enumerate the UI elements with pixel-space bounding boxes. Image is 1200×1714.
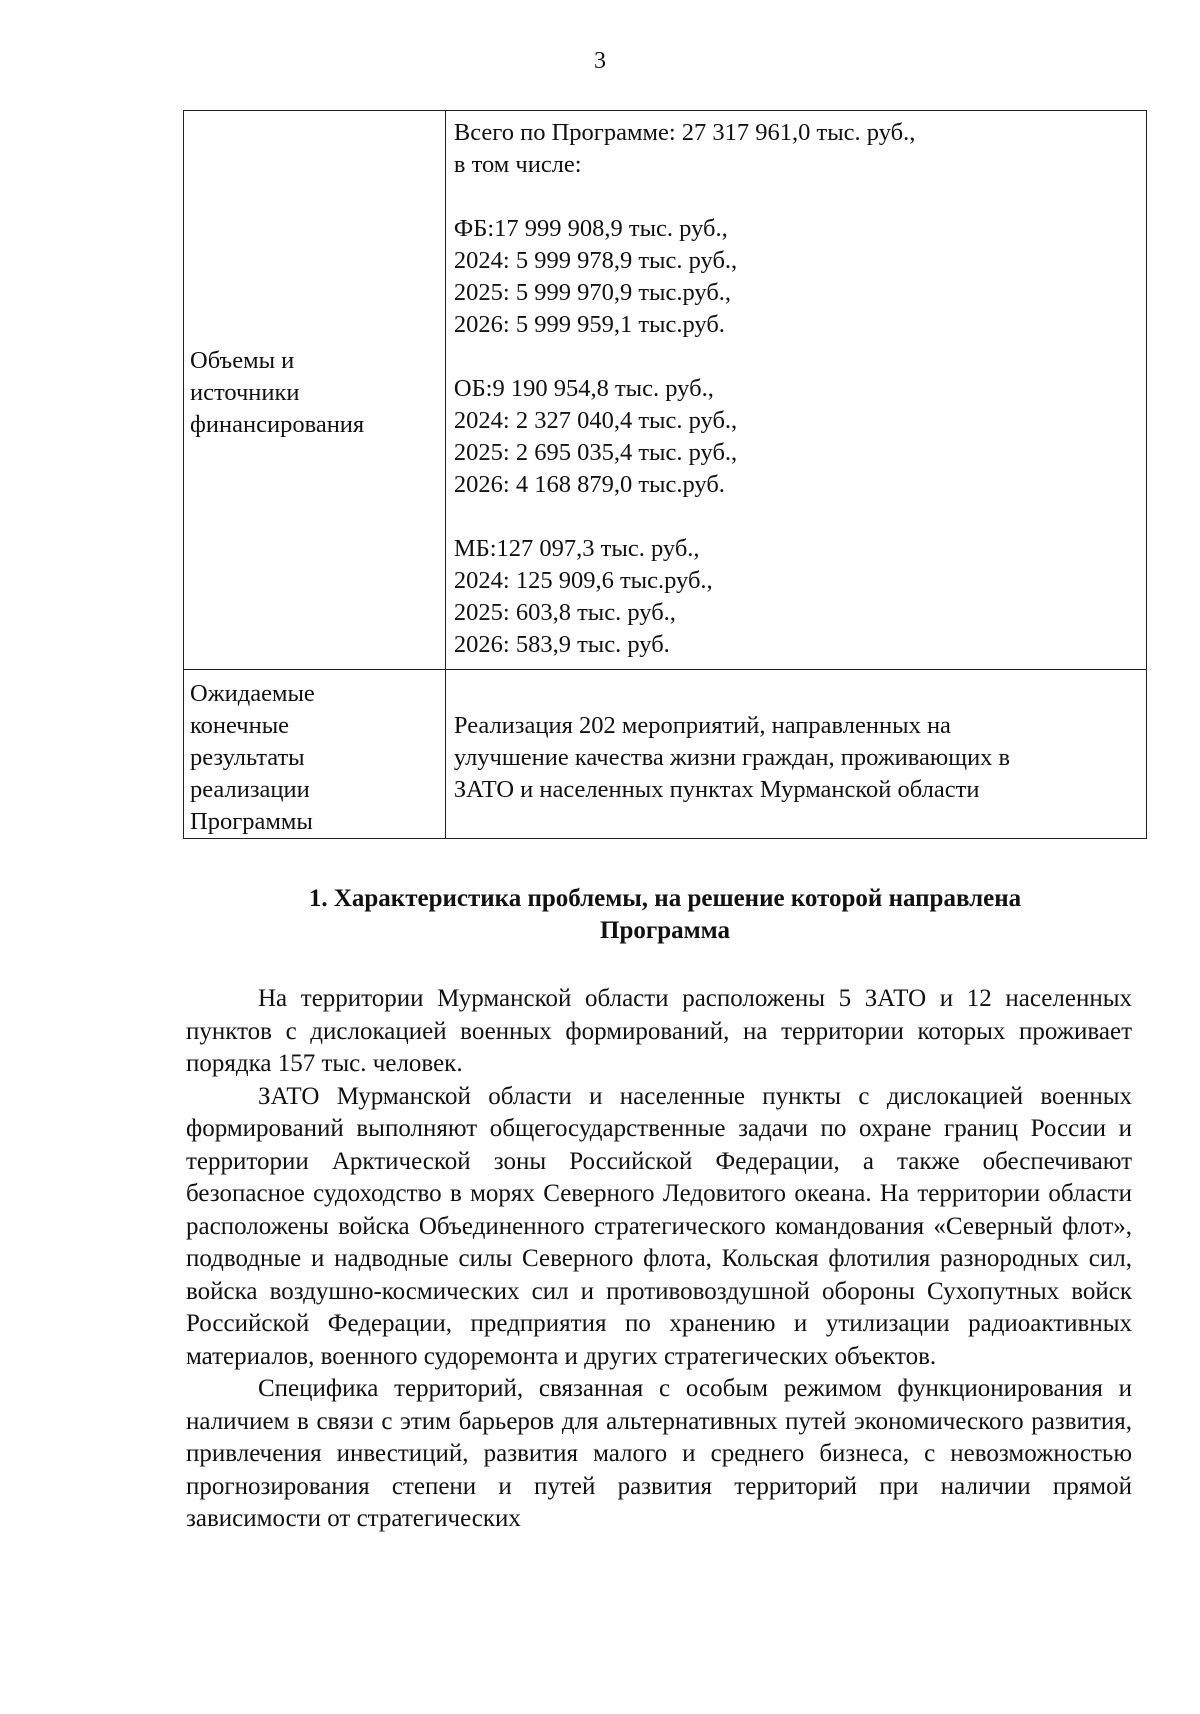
results-label-line: результаты xyxy=(190,744,305,771)
results-label-line: Программы xyxy=(190,808,313,835)
results-value-cell xyxy=(445,670,1146,839)
regional-budget-2024: 2024: 2 327 040,4 тыс. руб., xyxy=(453,407,738,434)
results-value-line: Реализация 202 мероприятий, направленных на xyxy=(453,712,951,739)
federal-budget-2024: 2024: 5 999 978,9 тыс. руб., xyxy=(453,247,738,274)
financing-total-line: Всего по Программе: 27 317 961,0 тыс. руб., xyxy=(453,119,916,146)
section-title-line: Программа xyxy=(600,917,730,944)
results-row xyxy=(184,670,1147,839)
results-label-line: Ожидаемые xyxy=(190,680,315,707)
results-value-line: улучшение качества жизни граждан, проживающих в xyxy=(453,744,1011,771)
results-label-line: реализации xyxy=(190,776,310,803)
financing-value-cell xyxy=(445,111,1146,670)
federal-budget-2025: 2025: 5 999 970,9 тыс.руб., xyxy=(453,279,732,306)
local-budget-2026: 2026: 583,9 тыс. руб. xyxy=(453,631,670,658)
local-budget-2025: 2025: 603,8 тыс. руб., xyxy=(453,599,676,626)
financing-row xyxy=(184,111,1147,670)
section-body xyxy=(186,983,1132,1536)
body-paragraph: ЗАТО Мурманской области и населенные пункты с дислокацией военных формирований выполняют общегосударственные задачи по охране границ России и территории Арктической зоны Российской Федерации, а также обеспечивают безопасное судоходство в морях Северного Ледовитого океана. На территории области расположены войска Объединенного стратегического командования «Северный флот», подводные и надводные силы Северного флота, Кольская флотилия разнородных сил, войска воздушно-космических сил и противовоздушной обороны Сухопутных войск Российской Федерации, предприятия по хранению и утилизации радиоактивных материалов, военного судоремонта и других стратегических объектов. xyxy=(186,1082,1132,1370)
local-budget-total: МБ:127 097,3 тыс. руб., xyxy=(453,535,700,562)
results-label-cell xyxy=(184,670,446,839)
financing-label-line: Объемы и xyxy=(190,347,295,374)
results-value-line: ЗАТО и населенных пунктах Мурманской области xyxy=(453,776,980,803)
regional-budget-total: ОБ:9 190 954,8 тыс. руб., xyxy=(453,375,714,402)
financing-label-cell xyxy=(184,111,446,670)
section-title-line: 1. Характеристика проблемы, на решение которой направлена xyxy=(308,885,1022,912)
financing-label-line: финансирования xyxy=(190,411,365,438)
results-label-line: конечные xyxy=(190,712,290,739)
regional-budget-2025: 2025: 2 695 035,4 тыс. руб., xyxy=(453,439,738,466)
federal-budget-total: ФБ:17 999 908,9 тыс. руб., xyxy=(453,215,728,242)
section-title xyxy=(183,883,1147,947)
federal-budget-2026: 2026: 5 999 959,1 тыс.руб. xyxy=(453,311,725,338)
body-paragraph: На территории Мурманской области расположены 5 ЗАТО и 12 населенных пунктов с дислокацией военных формирований, на территории которых проживает порядка 157 тыс. человек. xyxy=(186,985,1132,1077)
body-paragraph: Специфика территорий, связанная с особым режимом функционирования и наличием в связи с этим барьеров для альтернативных путей экономического развития, привлечения инвестиций, развития малого и среднего бизнеса, с невозможностью прогнозирования степени и путей развития территорий при наличии прямой зависимости от стратегических xyxy=(186,1375,1132,1532)
program-passport-table xyxy=(183,110,1147,839)
financing-label-line: источники xyxy=(190,379,300,406)
page-number: 3 xyxy=(594,48,606,74)
financing-total-line: в том числе: xyxy=(453,151,582,178)
regional-budget-2026: 2026: 4 168 879,0 тыс.руб. xyxy=(453,471,725,498)
local-budget-2024: 2024: 125 909,6 тыс.руб., xyxy=(453,567,713,594)
